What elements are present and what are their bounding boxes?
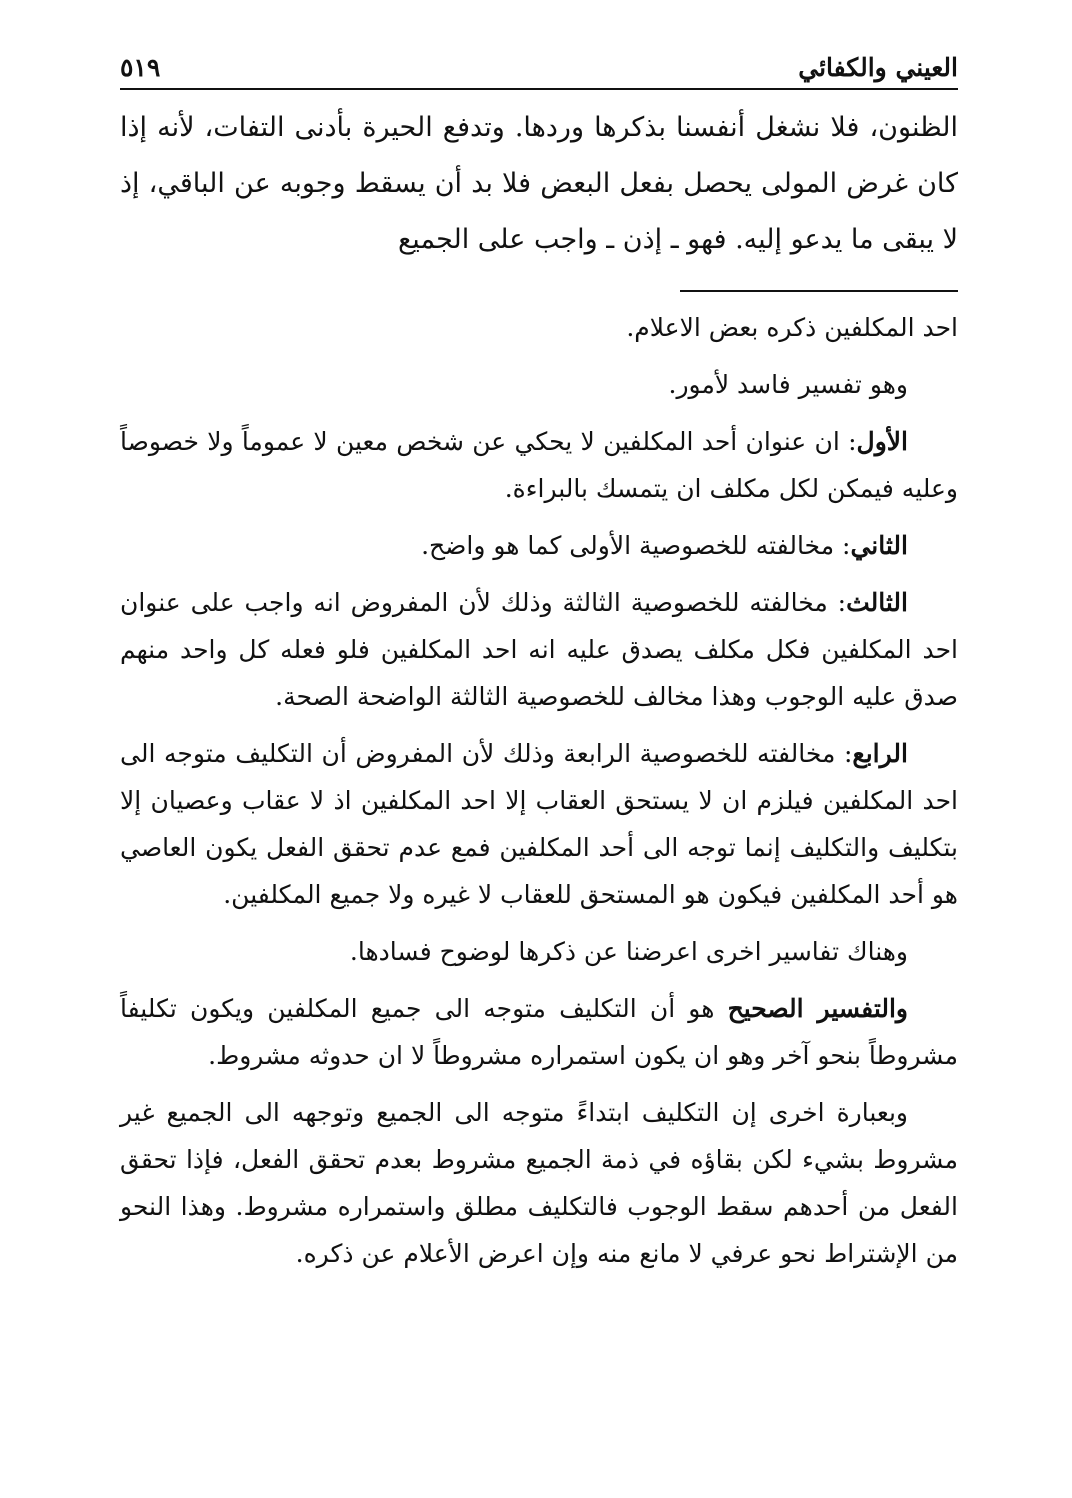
footnote-item-second	[120, 522, 958, 569]
item-label: الثاني	[850, 531, 908, 560]
item-text: : ان عنوان أحد المكلفين لا يحكي عن شخص معين لا عموماً ولا خصوصاً وعليه فيمكن لكل مكلف ان يتمسك بالبراءة.	[120, 427, 958, 503]
footnote-lead: وهو تفسير فاسد لأمور.	[668, 370, 908, 399]
footnote-intro: احد المكلفين ذكره بعض الاعلام.	[626, 313, 958, 342]
page-number: ٥١٩	[120, 53, 161, 82]
correct-label: والتفسير الصحيح	[727, 994, 909, 1023]
book-page	[120, 36, 958, 1287]
running-header	[120, 36, 958, 90]
item-label: الرابع	[852, 739, 908, 768]
footnotes	[120, 304, 958, 1277]
running-title: العيني والكفائي	[798, 53, 958, 82]
item-text: : مخالفته للخصوصية الثالثة وذلك لأن المفروض انه واجب على عنوان احد المكلفين فكل مكلف يصدق عليه انه احد المكلفين فلو فعله كل واحد منهم صدق عليه الوجوب وهذا مخالف للخصوصية الثالثة الواضحة الصحة.	[120, 588, 959, 711]
footnote-separator	[680, 290, 958, 292]
footnote-closing: وبعبارة اخرى إن التكليف ابتداءً متوجه الى الجميع وتوجهه الى الجميع غير مشروط بشيء لكن بقاؤه في ذمة الجميع مشروط بعدم تحقق الفعل، فإذا تحقق الفعل من أحدهم سقط الوجوب فالتكليف مطلق واستمراره مشروط. وهذا النحو من الإشتراط نحو عرفي لا مانع منه وإن اعرض الأعلام عن ذكره.	[120, 1098, 958, 1268]
footnote-item-fourth	[120, 730, 958, 918]
main-text	[120, 100, 958, 268]
item-text: : مخالفته للخصوصية الأولى كما هو واضح.	[421, 531, 851, 560]
footnote-item-first	[120, 418, 958, 512]
correct-text: هو أن التكليف متوجه الى جميع المكلفين ويكون تكليفاً مشروطاً بنحو آخر وهو ان يكون استمراره مشروطاً لا ان حدوثه مشروط.	[120, 994, 958, 1070]
footnote-item-third	[120, 579, 958, 720]
footnote-correct-interpretation	[120, 985, 958, 1079]
footnote-other-interpretations: وهناك تفاسير اخرى اعرضنا عن ذكرها لوضوح فسادها.	[349, 937, 908, 966]
main-paragraph: الظنون، فلا نشغل أنفسنا بذكرها وردها. وتدفع الحيرة بأدنى التفات، لأنه إذا كان غرض المولى يحصل بفعل البعض فلا بد أن يسقط وجوبه عن الباقي، إذ لا يبقى ما يدعو إليه. فهو ـ إذن ـ واجب على الجميع	[120, 112, 958, 255]
item-label: الثالث	[846, 588, 908, 617]
item-label: الأول	[856, 427, 908, 456]
item-text: : مخالفته للخصوصية الرابعة وذلك لأن المفروض أن التكليف متوجه الى احد المكلفين فيلزم ان لا يستحق العقاب إلا احد المكلفين اذ لا عقاب وعصيان إلا بتكليف والتكليف إنما توجه الى أحد المكلفين فمع عدم تحقق الفعل يكون العاصي هو أحد المكلفين فيكون هو المستحق للعقاب لا غيره ولا جميع المكلفين.	[120, 739, 958, 909]
